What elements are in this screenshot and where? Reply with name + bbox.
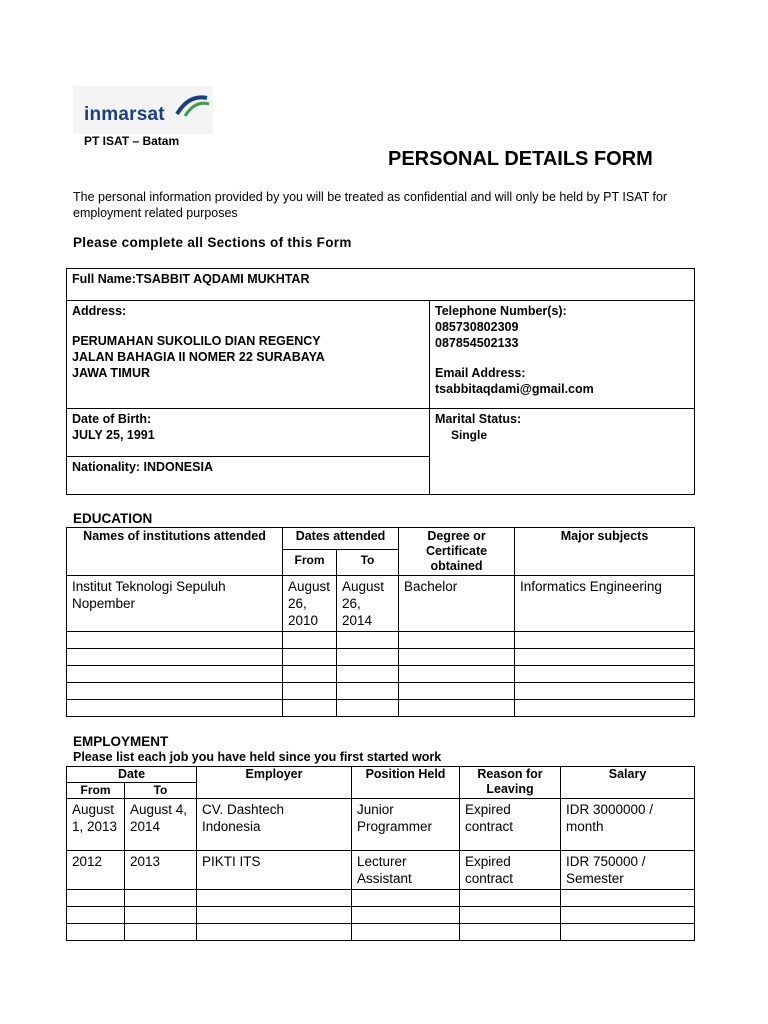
to-cell: August 4, 2014 [125,799,197,851]
major-cell: Informatics Engineering [515,576,695,632]
header-date: Date [67,767,197,783]
employment-subtitle: Please list each job you have held since you first started work [73,750,442,764]
header-position: Position Held [352,767,460,799]
personal-details-table [66,268,695,495]
address-label: Address: [72,304,127,318]
institution-cell: Institut Teknologi Sepuluh Nopember [67,576,283,632]
degree-cell: Bachelor [399,576,515,632]
header-to: To [125,783,197,799]
table-row [67,890,695,907]
education-table [66,527,695,717]
table-row [67,649,695,666]
salary-cell: IDR 750000 / Semester [561,851,695,890]
marital-cell [430,409,695,495]
phone-value: 087854502133 [435,336,519,350]
education-heading: EDUCATION [73,511,153,526]
marital-value: Single [451,428,488,442]
reason-cell: Expired contract [460,851,561,890]
logo-swoosh-icon [169,92,229,122]
header-from: From [283,550,337,576]
dob-cell [67,409,430,457]
nationality-field: Nationality: INDONESIA [67,457,430,495]
phone-value: 085730802309 [435,320,519,334]
header-degree: Degree or Certificate obtained [399,528,515,576]
table-row [67,924,695,941]
header-dates: Dates attended [283,528,399,550]
header-to: To [337,550,399,576]
table-row [67,799,695,851]
from-cell: 2012 [67,851,125,890]
page-title: PERSONAL DETAILS FORM [388,148,653,170]
table-row [67,907,695,924]
header-reason: Reason for Leaving [460,767,561,799]
employment-table [66,766,695,941]
header-from: From [67,783,125,799]
to-cell: August 26, 2014 [337,576,399,632]
company-subtitle: PT ISAT – Batam [84,134,180,148]
header-salary: Salary [561,767,695,799]
to-cell: 2013 [125,851,197,890]
employer-cell: CV. Dashtech Indonesia [197,799,352,851]
table-row [67,683,695,700]
position-cell: Lecturer Assistant [352,851,460,890]
address-line: JAWA TIMUR [72,366,151,380]
salary-cell: IDR 3000000 / month [561,799,695,851]
table-row [67,666,695,683]
intro-text: The personal information provided by you will be treated as confidential and will only be held by PT ISAT for employment related purposes [73,190,668,220]
email-label: Email Address: [435,366,526,380]
position-cell: Junior Programmer [352,799,460,851]
from-cell: August 1, 2013 [67,799,125,851]
address-line: JALAN BAHAGIA II NOMER 22 SURABAYA [72,350,325,364]
contact-cell [430,301,695,409]
dob-value: JULY 25, 1991 [72,428,155,442]
employer-cell: PIKTI ITS [197,851,352,890]
full-name-field: Full Name:TSABBIT AQDAMI MUKHTAR [67,269,695,301]
marital-label: Marital Status: [435,412,522,426]
employment-heading: EMPLOYMENT [73,734,169,749]
dob-label: Date of Birth: [72,412,152,426]
table-row [67,700,695,717]
address-line: PERUMAHAN SUKOLILO DIAN REGENCY [72,334,321,348]
header-employer: Employer [197,767,352,799]
address-cell [67,301,430,409]
from-cell: August 26, 2010 [283,576,337,632]
instruction-text: Please complete all Sections of this Form [73,235,352,250]
table-row [67,851,695,890]
phone-label: Telephone Number(s): [435,304,567,318]
reason-cell: Expired contract [460,799,561,851]
logo-text: inmarsat [84,104,165,125]
header-major: Major subjects [515,528,695,576]
table-row [67,632,695,649]
email-value: tsabbitaqdami@gmail.com [435,382,594,396]
table-row [67,576,695,632]
header-institution: Names of institutions attended [67,528,283,576]
